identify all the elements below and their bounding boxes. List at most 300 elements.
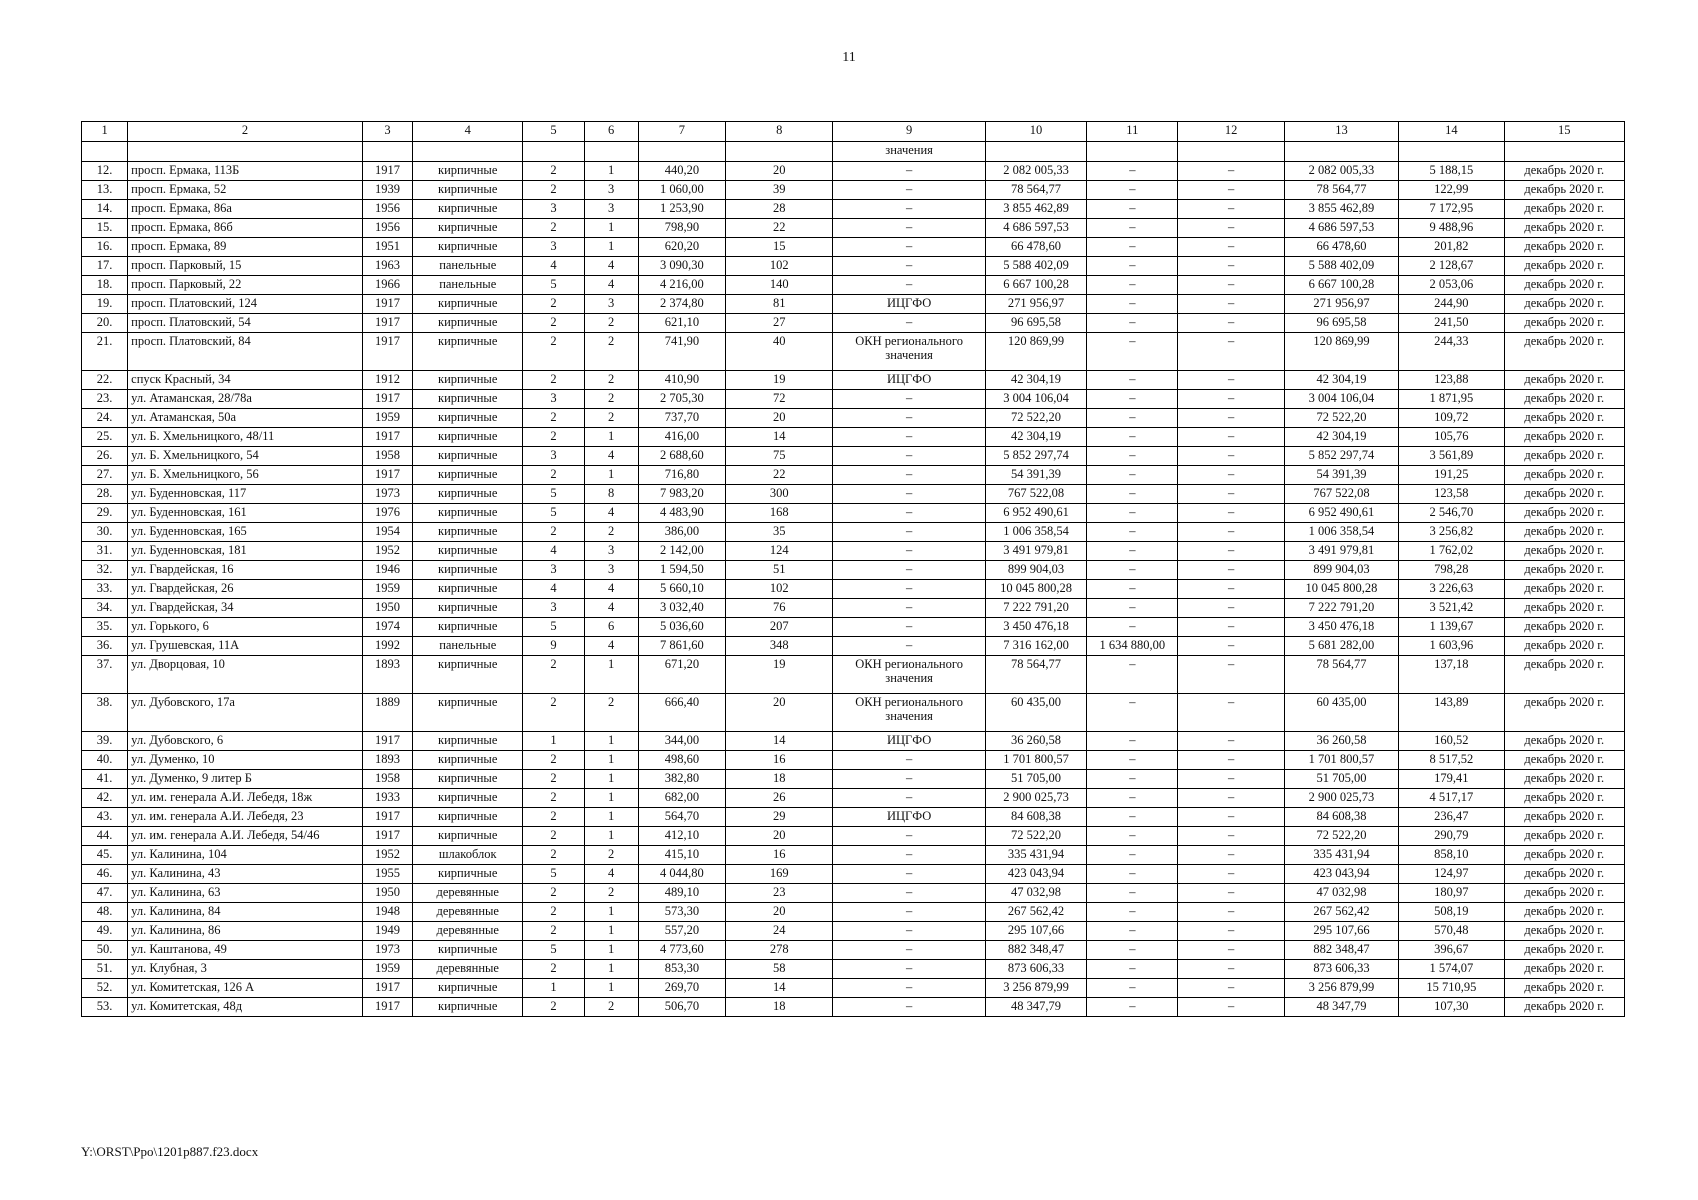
- table-cell: 84 608,38: [985, 808, 1086, 827]
- table-cell: –: [833, 618, 985, 637]
- table-cell: 2: [523, 998, 584, 1017]
- table-cell: кирпичные: [413, 618, 523, 637]
- table-cell: 5 660,10: [638, 580, 725, 599]
- table-cell: 23: [726, 884, 833, 903]
- table-cell: кирпичные: [413, 561, 523, 580]
- table-row: [82, 865, 1625, 884]
- table-cell: просп. Платовский, 54: [128, 314, 363, 333]
- table-cell: 244,33: [1399, 333, 1504, 371]
- table-cell: –: [1087, 808, 1178, 827]
- table-cell: 123,58: [1399, 485, 1504, 504]
- table-cell: просп. Ермака, 86а: [128, 200, 363, 219]
- table-cell: 75: [726, 447, 833, 466]
- table-cell: 2: [523, 656, 584, 694]
- table-cell: ул. Дворцовая, 10: [128, 656, 363, 694]
- table-cell: ул. Атаманская, 50а: [128, 409, 363, 428]
- table-cell: –: [833, 542, 985, 561]
- table-cell: 5 188,15: [1399, 162, 1504, 181]
- table-cell: –: [1178, 162, 1284, 181]
- table-cell: 2 128,67: [1399, 257, 1504, 276]
- table-row: [82, 789, 1625, 808]
- table-cell: 671,20: [638, 656, 725, 694]
- table-cell: декабрь 2020 г.: [1504, 884, 1625, 903]
- table-cell: –: [833, 637, 985, 656]
- table-cell: декабрь 2020 г.: [1504, 751, 1625, 770]
- table-cell: 50.: [82, 941, 128, 960]
- table-cell: 1: [584, 428, 638, 447]
- table-cell: декабрь 2020 г.: [1504, 846, 1625, 865]
- table-cell: декабрь 2020 г.: [1504, 903, 1625, 922]
- table-cell: –: [833, 865, 985, 884]
- table-cell: 244,90: [1399, 295, 1504, 314]
- table-cell: 20: [726, 827, 833, 846]
- table-cell: 4: [584, 257, 638, 276]
- continuation-cell: [726, 142, 833, 162]
- table-cell: 2 705,30: [638, 390, 725, 409]
- table-cell: ул. Калинина, 86: [128, 922, 363, 941]
- table-cell: –: [833, 409, 985, 428]
- table-cell: 300: [726, 485, 833, 504]
- table-cell: ул. им. генерала А.И. Лебедя, 23: [128, 808, 363, 827]
- table-cell: просп. Парковый, 22: [128, 276, 363, 295]
- table-cell: 1893: [362, 751, 412, 770]
- table-cell: 29: [726, 808, 833, 827]
- table-cell: –: [1087, 485, 1178, 504]
- table-cell: ИЦГФО: [833, 371, 985, 390]
- table-cell: 60 435,00: [1284, 694, 1398, 732]
- table-cell: кирпичные: [413, 732, 523, 751]
- table-cell: 1 603,96: [1399, 637, 1504, 656]
- column-header: 11: [1087, 122, 1178, 142]
- table-cell: 3 855 462,89: [1284, 200, 1398, 219]
- table-cell: 20: [726, 409, 833, 428]
- table-cell: 1950: [362, 884, 412, 903]
- table-cell: 5 588 402,09: [985, 257, 1086, 276]
- table-cell: 1: [584, 219, 638, 238]
- table-cell: 4: [523, 580, 584, 599]
- table-cell: 1 060,00: [638, 181, 725, 200]
- table-cell: –: [833, 789, 985, 808]
- table-cell: 396,67: [1399, 941, 1504, 960]
- table-cell: 3: [584, 200, 638, 219]
- table-cell: 6 667 100,28: [985, 276, 1086, 295]
- table-cell: 42 304,19: [985, 371, 1086, 390]
- table-cell: 882 348,47: [1284, 941, 1398, 960]
- table-cell: 6 952 490,61: [1284, 504, 1398, 523]
- table-cell: –: [1178, 580, 1284, 599]
- table-cell: 169: [726, 865, 833, 884]
- table-cell: ул. Б. Хмельницкого, 48/11: [128, 428, 363, 447]
- table-cell: 48 347,79: [1284, 998, 1398, 1017]
- table-cell: 267 562,42: [985, 903, 1086, 922]
- table-cell: –: [1087, 428, 1178, 447]
- table-cell: ОКН регионального значения: [833, 656, 985, 694]
- table-cell: 621,10: [638, 314, 725, 333]
- table-cell: 140: [726, 276, 833, 295]
- table-cell: 882 348,47: [985, 941, 1086, 960]
- table-cell: 767 522,08: [1284, 485, 1398, 504]
- table-cell: 120 869,99: [1284, 333, 1398, 371]
- table-cell: 1948: [362, 903, 412, 922]
- table-cell: ул. Клубная, 3: [128, 960, 363, 979]
- table-cell: 2: [523, 371, 584, 390]
- table-cell: –: [1178, 903, 1284, 922]
- table-cell: 3 032,40: [638, 599, 725, 618]
- table-row: [82, 371, 1625, 390]
- table-cell: 423 043,94: [985, 865, 1086, 884]
- table-cell: 28: [726, 200, 833, 219]
- table-cell: 1956: [362, 219, 412, 238]
- table-cell: 66 478,60: [1284, 238, 1398, 257]
- table-row: [82, 618, 1625, 637]
- table-cell: 28.: [82, 485, 128, 504]
- table-cell: –: [1178, 599, 1284, 618]
- table-row: [82, 485, 1625, 504]
- table-cell: 36.: [82, 637, 128, 656]
- table-cell: –: [1178, 561, 1284, 580]
- table-cell: 1: [584, 466, 638, 485]
- table-cell: 7 172,95: [1399, 200, 1504, 219]
- table-cell: 20: [726, 903, 833, 922]
- table-row: [82, 732, 1625, 751]
- table-cell: кирпичные: [413, 219, 523, 238]
- table-cell: декабрь 2020 г.: [1504, 637, 1625, 656]
- table-cell: 1 574,07: [1399, 960, 1504, 979]
- table-cell: 271 956,97: [1284, 295, 1398, 314]
- table-cell: 96 695,58: [1284, 314, 1398, 333]
- table-cell: 3 450 476,18: [985, 618, 1086, 637]
- table-cell: 3: [523, 561, 584, 580]
- table-cell: –: [1178, 447, 1284, 466]
- table-cell: 160,52: [1399, 732, 1504, 751]
- table-cell: деревянные: [413, 903, 523, 922]
- table-cell: –: [1178, 428, 1284, 447]
- table-cell: 4: [584, 504, 638, 523]
- table-cell: –: [1178, 295, 1284, 314]
- table-cell: –: [1087, 770, 1178, 789]
- table-cell: 666,40: [638, 694, 725, 732]
- table-row: [82, 941, 1625, 960]
- table-cell: 3 256 879,99: [1284, 979, 1398, 998]
- table-cell: просп. Ермака, 86б: [128, 219, 363, 238]
- table-row: [82, 219, 1625, 238]
- table-cell: ул. Грушевская, 11А: [128, 637, 363, 656]
- table-cell: 1952: [362, 846, 412, 865]
- table-cell: –: [1087, 523, 1178, 542]
- table-cell: –: [1178, 941, 1284, 960]
- table-cell: просп. Ермака, 113Б: [128, 162, 363, 181]
- table-cell: декабрь 2020 г.: [1504, 694, 1625, 732]
- table-cell: 716,80: [638, 466, 725, 485]
- table-cell: просп. Парковый, 15: [128, 257, 363, 276]
- table-cell: –: [833, 903, 985, 922]
- table-cell: 335 431,94: [985, 846, 1086, 865]
- table-cell: декабрь 2020 г.: [1504, 162, 1625, 181]
- table-cell: 4 686 597,53: [1284, 219, 1398, 238]
- table-cell: 348: [726, 637, 833, 656]
- table-cell: 2 374,80: [638, 295, 725, 314]
- table-cell: 267 562,42: [1284, 903, 1398, 922]
- table-row: [82, 200, 1625, 219]
- continuation-cell: [1284, 142, 1398, 162]
- table-cell: 78 564,77: [1284, 181, 1398, 200]
- table-cell: –: [833, 998, 985, 1017]
- table-cell: –: [1178, 884, 1284, 903]
- table-cell: 14: [726, 732, 833, 751]
- table-cell: 1 253,90: [638, 200, 725, 219]
- table-cell: –: [1087, 371, 1178, 390]
- table-body: [82, 122, 1625, 1017]
- table-cell: –: [1087, 447, 1178, 466]
- table-cell: –: [1178, 181, 1284, 200]
- table-cell: кирпичные: [413, 485, 523, 504]
- table-cell: ул. Думенко, 9 литер Б: [128, 770, 363, 789]
- table-cell: декабрь 2020 г.: [1504, 732, 1625, 751]
- table-cell: 2 546,70: [1399, 504, 1504, 523]
- table-cell: 6 952 490,61: [985, 504, 1086, 523]
- table-cell: 570,48: [1399, 922, 1504, 941]
- table-cell: 1959: [362, 580, 412, 599]
- table-cell: 18.: [82, 276, 128, 295]
- table-cell: 440,20: [638, 162, 725, 181]
- table-cell: 1959: [362, 960, 412, 979]
- table-cell: 899 904,03: [1284, 561, 1398, 580]
- table-cell: 2 900 025,73: [1284, 789, 1398, 808]
- table-cell: кирпичные: [413, 770, 523, 789]
- table-row: [82, 409, 1625, 428]
- table-cell: просп. Ермака, 52: [128, 181, 363, 200]
- table-cell: 2: [584, 998, 638, 1017]
- table-cell: –: [833, 523, 985, 542]
- table-cell: –: [833, 390, 985, 409]
- table-cell: –: [1178, 865, 1284, 884]
- table-cell: 2: [584, 390, 638, 409]
- column-header: 15: [1504, 122, 1625, 142]
- table-cell: –: [833, 428, 985, 447]
- table-cell: –: [1087, 827, 1178, 846]
- table-cell: кирпичные: [413, 599, 523, 618]
- table-cell: 18: [726, 998, 833, 1017]
- table-cell: –: [833, 960, 985, 979]
- table-cell: 3 450 476,18: [1284, 618, 1398, 637]
- table-cell: 1 006 358,54: [985, 523, 1086, 542]
- table-cell: декабрь 2020 г.: [1504, 656, 1625, 694]
- continuation-cell: [82, 142, 128, 162]
- table-cell: 4: [584, 637, 638, 656]
- table-cell: 508,19: [1399, 903, 1504, 922]
- continuation-cell: [128, 142, 363, 162]
- table-cell: кирпичные: [413, 314, 523, 333]
- table-cell: –: [1178, 656, 1284, 694]
- table-cell: 1917: [362, 428, 412, 447]
- table-cell: 1 634 880,00: [1087, 637, 1178, 656]
- table-cell: 1917: [362, 466, 412, 485]
- table-cell: кирпичные: [413, 295, 523, 314]
- table-cell: спуск Красный, 34: [128, 371, 363, 390]
- table-cell: 201,82: [1399, 238, 1504, 257]
- table-cell: декабрь 2020 г.: [1504, 941, 1625, 960]
- table-cell: кирпичные: [413, 979, 523, 998]
- table-cell: 1 594,50: [638, 561, 725, 580]
- table-row: [82, 922, 1625, 941]
- table-cell: кирпичные: [413, 162, 523, 181]
- table-cell: 7 222 791,20: [985, 599, 1086, 618]
- table-cell: 25.: [82, 428, 128, 447]
- table-cell: 47.: [82, 884, 128, 903]
- table-cell: 410,90: [638, 371, 725, 390]
- page-number: 11: [842, 50, 856, 65]
- table-cell: кирпичные: [413, 656, 523, 694]
- column-header: 10: [985, 122, 1086, 142]
- table-cell: ул. Гвардейская, 34: [128, 599, 363, 618]
- column-header: 9: [833, 122, 985, 142]
- table-cell: 3: [523, 238, 584, 257]
- table-cell: 5: [523, 941, 584, 960]
- table-cell: 564,70: [638, 808, 725, 827]
- table-cell: 36 260,58: [985, 732, 1086, 751]
- table-cell: –: [1087, 732, 1178, 751]
- table-cell: –: [1087, 789, 1178, 808]
- table-cell: 27: [726, 314, 833, 333]
- table-cell: 29.: [82, 504, 128, 523]
- table-cell: 22.: [82, 371, 128, 390]
- table-cell: ИЦГФО: [833, 808, 985, 827]
- table-cell: 23.: [82, 390, 128, 409]
- table-cell: –: [833, 599, 985, 618]
- table-cell: 47 032,98: [985, 884, 1086, 903]
- table-cell: 4: [584, 865, 638, 884]
- table-row: [82, 751, 1625, 770]
- table-cell: –: [833, 941, 985, 960]
- table-cell: декабрь 2020 г.: [1504, 523, 1625, 542]
- table-cell: кирпичные: [413, 181, 523, 200]
- table-cell: 4: [523, 257, 584, 276]
- table-cell: 2: [584, 409, 638, 428]
- table-cell: 423 043,94: [1284, 865, 1398, 884]
- table-cell: 2: [523, 333, 584, 371]
- table-cell: 506,70: [638, 998, 725, 1017]
- table-cell: 168: [726, 504, 833, 523]
- table-cell: декабрь 2020 г.: [1504, 428, 1625, 447]
- table-cell: –: [1087, 656, 1178, 694]
- table-cell: 20: [726, 162, 833, 181]
- continuation-cell: [638, 142, 725, 162]
- header-row: [82, 122, 1625, 142]
- housing-table: [81, 121, 1625, 1017]
- table-cell: 4: [523, 542, 584, 561]
- table-cell: 2: [523, 903, 584, 922]
- table-cell: –: [1178, 694, 1284, 732]
- table-cell: 858,10: [1399, 846, 1504, 865]
- table-cell: –: [1087, 314, 1178, 333]
- table-cell: 14: [726, 428, 833, 447]
- table-cell: –: [833, 181, 985, 200]
- table-cell: 48 347,79: [985, 998, 1086, 1017]
- table-cell: 24: [726, 922, 833, 941]
- table-cell: декабрь 2020 г.: [1504, 865, 1625, 884]
- table-cell: панельные: [413, 257, 523, 276]
- table-cell: 1917: [362, 390, 412, 409]
- table-cell: 3: [584, 295, 638, 314]
- table-cell: 5 588 402,09: [1284, 257, 1398, 276]
- table-cell: 1 006 358,54: [1284, 523, 1398, 542]
- table-cell: 2: [523, 960, 584, 979]
- table-cell: 1956: [362, 200, 412, 219]
- table-row: [82, 390, 1625, 409]
- table-cell: 1917: [362, 333, 412, 371]
- table-cell: 39.: [82, 732, 128, 751]
- table-cell: 1917: [362, 732, 412, 751]
- table-cell: 1889: [362, 694, 412, 732]
- table-cell: 1: [584, 808, 638, 827]
- table-cell: 1958: [362, 447, 412, 466]
- table-cell: –: [833, 979, 985, 998]
- table-cell: ул. Каштанова, 49: [128, 941, 363, 960]
- column-header: 4: [413, 122, 523, 142]
- table-cell: –: [1087, 884, 1178, 903]
- table-cell: 290,79: [1399, 827, 1504, 846]
- table-cell: –: [1178, 409, 1284, 428]
- table-cell: декабрь 2020 г.: [1504, 181, 1625, 200]
- table-cell: –: [1087, 295, 1178, 314]
- table-cell: 344,00: [638, 732, 725, 751]
- table-cell: 72 522,20: [1284, 827, 1398, 846]
- table-cell: 2: [523, 428, 584, 447]
- table-cell: декабрь 2020 г.: [1504, 998, 1625, 1017]
- table-cell: 2: [523, 694, 584, 732]
- table-cell: декабрь 2020 г.: [1504, 561, 1625, 580]
- table-cell: –: [1087, 922, 1178, 941]
- table-cell: 78 564,77: [985, 656, 1086, 694]
- table-cell: –: [1178, 200, 1284, 219]
- table-cell: 96 695,58: [985, 314, 1086, 333]
- table-cell: 35.: [82, 618, 128, 637]
- column-header: 5: [523, 122, 584, 142]
- table-cell: деревянные: [413, 922, 523, 941]
- table-cell: 4 216,00: [638, 276, 725, 295]
- table-row: [82, 656, 1625, 694]
- table-cell: 51 705,00: [985, 770, 1086, 789]
- table-cell: 122,99: [1399, 181, 1504, 200]
- table-cell: –: [1087, 960, 1178, 979]
- column-header: 8: [726, 122, 833, 142]
- table-cell: 2: [523, 789, 584, 808]
- table-cell: 873 606,33: [985, 960, 1086, 979]
- table-cell: 72: [726, 390, 833, 409]
- table-cell: 573,30: [638, 903, 725, 922]
- table-row: [82, 542, 1625, 561]
- table-cell: –: [833, 466, 985, 485]
- table-cell: 767 522,08: [985, 485, 1086, 504]
- table-row: [82, 827, 1625, 846]
- table-cell: 2: [523, 219, 584, 238]
- table-cell: 1959: [362, 409, 412, 428]
- table-cell: декабрь 2020 г.: [1504, 770, 1625, 789]
- table-cell: деревянные: [413, 884, 523, 903]
- table-cell: декабрь 2020 г.: [1504, 371, 1625, 390]
- table-cell: –: [833, 314, 985, 333]
- table-cell: 3 004 106,04: [1284, 390, 1398, 409]
- table-cell: 4 483,90: [638, 504, 725, 523]
- table-cell: 4: [584, 580, 638, 599]
- table-cell: 1: [584, 922, 638, 941]
- table-cell: ул. Буденновская, 181: [128, 542, 363, 561]
- table-cell: ул. Думенко, 10: [128, 751, 363, 770]
- table-cell: –: [1087, 466, 1178, 485]
- table-cell: декабрь 2020 г.: [1504, 447, 1625, 466]
- table-cell: 20: [726, 694, 833, 732]
- table-cell: –: [1087, 694, 1178, 732]
